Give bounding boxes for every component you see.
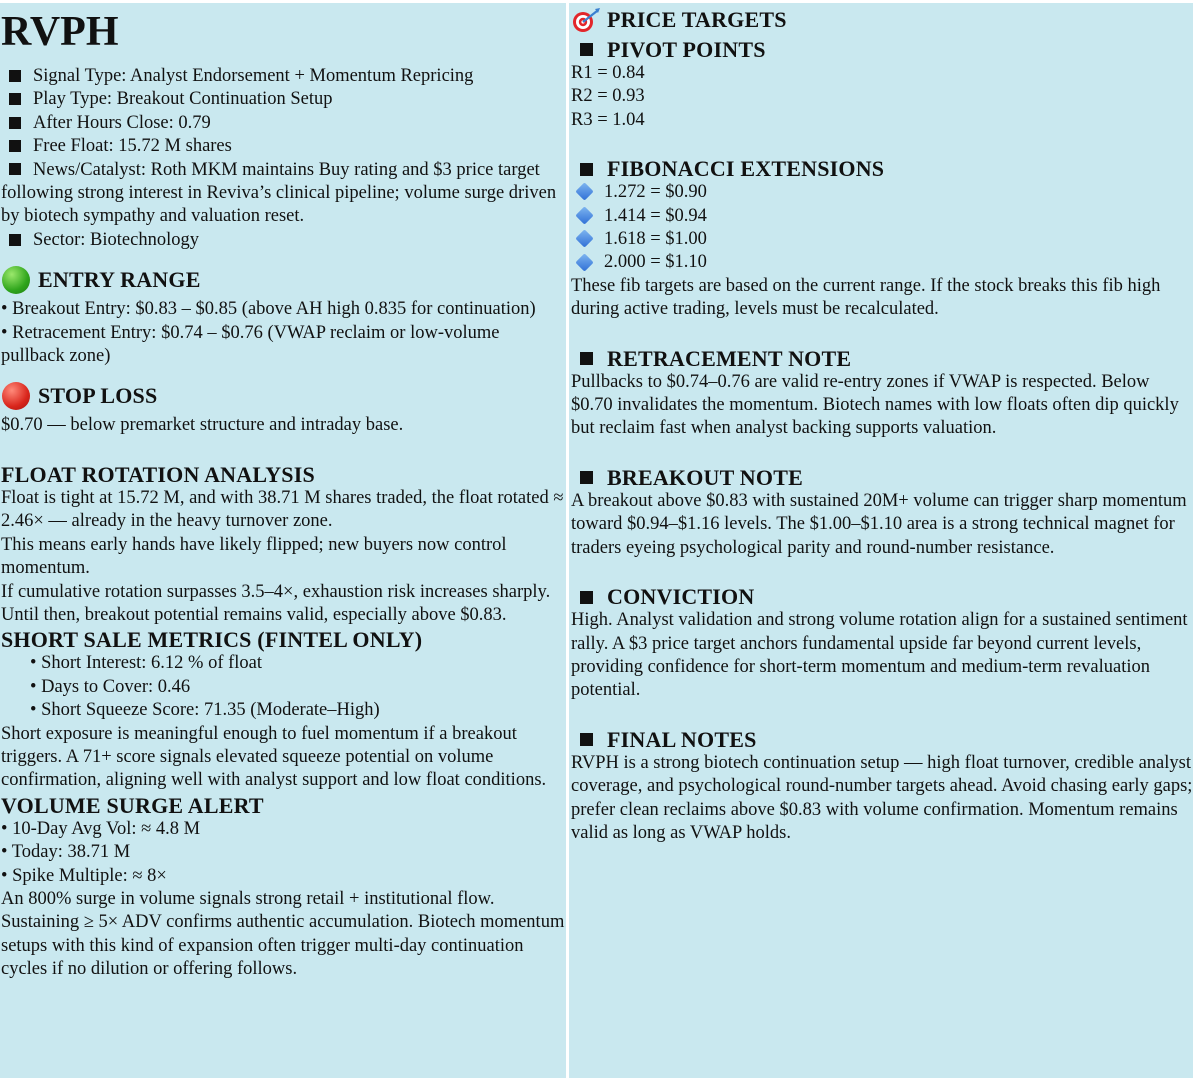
- volume-item: • Spike Multiple: ≈ 8×: [1, 865, 167, 886]
- float-rotation-heading: FLOAT ROTATION ANALYSIS: [1, 461, 315, 487]
- overview-list: [1, 65, 566, 252]
- entry-item: • Breakout Entry: $0.83 – $0.85 (above AH high 0.835 for continuation): [1, 299, 536, 320]
- final-notes-heading: FINAL NOTES: [571, 727, 1193, 752]
- retracement-note-heading: RETRACEMENT NOTE: [571, 346, 1193, 371]
- fib-item: 1.618 = $1.00: [571, 228, 1193, 251]
- short-sale-item: • Days to Cover: 0.46: [30, 676, 191, 697]
- pivot-item: R2 = 0.93: [571, 86, 645, 107]
- breakout-note-text: A breakout above $0.83 with sustained 20M+ volume can trigger sharp momentum toward $0.94–$1.16 levels. The $1.00–$1.10 area is a strong technical magnet for traders eyeing psychological parity and round-number resistance.: [571, 490, 1187, 558]
- left-column: [0, 3, 566, 1078]
- conviction-heading: CONVICTION: [571, 584, 1193, 609]
- black-square-icon: [9, 140, 21, 152]
- black-square-icon: [9, 234, 21, 246]
- overview-item: News/Catalyst: Roth MKM maintains Buy rating and $3 price target following strong interest in Reviva’s clinical pipeline; volume surge driven by biotech sympathy and valuation reset.: [1, 159, 557, 227]
- price-targets-heading: PRICE TARGETS: [571, 7, 1193, 37]
- black-square-icon: [580, 733, 593, 746]
- dart-target-icon: [571, 7, 601, 33]
- entry-item: • Retracement Entry: $0.74 – $0.76 (VWAP reclaim or low-volume pullback zone): [1, 322, 500, 367]
- black-square-icon: [580, 163, 593, 176]
- fib-item: 1.414 = $0.94: [571, 205, 1193, 228]
- black-square-icon: [580, 43, 593, 56]
- volume-heading: VOLUME SURGE ALERT: [1, 792, 264, 818]
- fib-item: 2.000 = $1.10: [571, 251, 1193, 274]
- blue-diamond-icon: [575, 253, 593, 271]
- pivot-item: R3 = 1.04: [571, 109, 645, 130]
- short-sale-heading: SHORT SALE METRICS (FINTEL ONLY): [1, 627, 423, 653]
- pivot-item: R1 = 0.84: [571, 63, 645, 83]
- black-square-icon: [9, 93, 21, 105]
- blue-diamond-icon: [575, 230, 593, 248]
- black-square-icon: [9, 70, 21, 82]
- overview-item: Play Type: Breakout Continuation Setup: [1, 88, 566, 111]
- ticker-title: RVPH: [1, 9, 119, 55]
- fib-item: 1.272 = $0.90: [571, 181, 1193, 204]
- black-square-icon: [9, 163, 21, 175]
- float-rotation-paragraph: This means early hands have likely flipped; new buyers now control momentum.: [1, 534, 507, 579]
- conviction-text: High. Analyst validation and strong volume rotation align for a sustained sentiment rally. A $3 price target anchors fundamental upside far beyond current levels, providing confidence for short-term momentum and medium-term revaluation potential.: [571, 610, 1188, 701]
- pivot-points-heading: PIVOT POINTS: [571, 37, 1193, 62]
- entry-heading: ENTRY RANGE: [1, 266, 566, 298]
- stop-text: $0.70 — below premarket structure and intraday base.: [1, 415, 404, 436]
- blue-diamond-icon: [575, 206, 593, 224]
- short-sale-item: • Short Interest: 6.12 % of float: [30, 653, 263, 674]
- overview-item: Signal Type: Analyst Endorsement + Momentum Repricing: [1, 65, 566, 88]
- right-column: [569, 3, 1193, 1078]
- short-sale-item: • Short Squeeze Score: 71.35 (Moderate–High): [30, 700, 380, 721]
- red-circle-icon: [2, 382, 30, 410]
- black-square-icon: [580, 591, 593, 604]
- black-square-icon: [9, 117, 21, 129]
- breakout-note-heading: BREAKOUT NOTE: [571, 465, 1193, 490]
- volume-text: An 800% surge in volume signals strong retail + institutional flow. Sustaining ≥ 5× ADV confirms authentic accumulation. Biotech momentum setups with this kind of expansion often trigger multi-day continuation cycles if no dilution or offering follows.: [1, 888, 565, 980]
- fib-text: These fib targets are based on the current range. If the stock breaks this fib high during active trading, levels must be recalculated.: [571, 275, 1161, 320]
- float-rotation-paragraph: If cumulative rotation surpasses 3.5–4×, exhaustion risk increases sharply. Until then, breakout potential remains valid, especially above $0.83.: [1, 581, 551, 625]
- black-square-icon: [580, 471, 593, 484]
- volume-item: • 10-Day Avg Vol: ≈ 4.8 M: [1, 818, 201, 839]
- blue-diamond-icon: [575, 183, 593, 201]
- black-square-icon: [580, 352, 593, 365]
- volume-item: • Today: 38.71 M: [1, 842, 131, 863]
- overview-item: After Hours Close: 0.79: [1, 112, 566, 135]
- green-circle-icon: [2, 266, 30, 294]
- overview-item: Sector: Biotechnology: [1, 229, 566, 252]
- final-notes-text: RVPH is a strong biotech continuation setup — high float turnover, credible analyst coverage, and psychological round-number targets ahead. Avoid chasing early gaps; prefer clean reclaims above $0.83 with volume confirmation. Momentum remains valid as long as VWAP holds.: [571, 752, 1193, 843]
- stop-heading: STOP LOSS: [1, 382, 566, 414]
- retracement-note-text: Pullbacks to $0.74–0.76 are valid re-entry zones if VWAP is respected. Below $0.70 invalidates the momentum. Biotech names with low floats often dip quickly but reclaim fast when analyst backing supports valuation.: [571, 371, 1179, 439]
- short-sale-text: Short exposure is meaningful enough to fuel momentum if a breakout triggers. A 71+ score signals elevated squeeze potential on volume confirmation, aligning well with analyst support and low float conditions.: [1, 723, 547, 791]
- fibonacci-heading: FIBONACCI EXTENSIONS: [571, 156, 1193, 181]
- float-rotation-paragraph: Float is tight at 15.72 M, and with 38.71 M shares traded, the float rotated ≈ 2.46× — already in the heavy turnover zone.: [1, 487, 564, 532]
- overview-item: Free Float: 15.72 M shares: [1, 135, 566, 158]
